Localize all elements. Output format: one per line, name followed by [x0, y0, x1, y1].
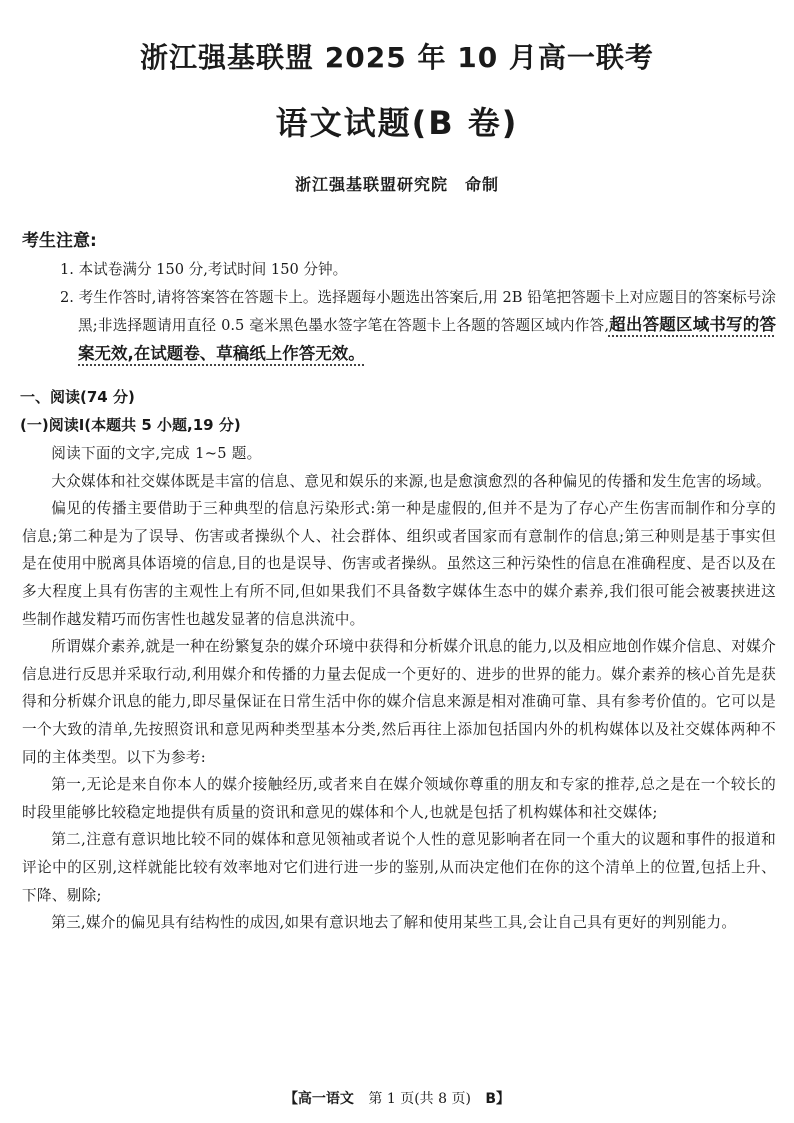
issuer-line: 浙江强基联盟研究院 命制 — [294, 175, 499, 194]
notice-item-1: 1. 本试卷满分 150 分,考试时间 150 分钟。 — [60, 261, 348, 278]
page-footer — [0, 1088, 794, 1108]
footer-right: B】 — [485, 1091, 511, 1107]
paragraph: 大众媒体和社交媒体既是丰富的信息、意见和娱乐的来源,也是愈演愈烈的各种偏见的传播和发生危害的场域。 — [51, 472, 772, 490]
exam-title: 浙江强基联盟 2025 年 10 月高一联考 — [140, 41, 654, 74]
instruction: 阅读下面的文字,完成 1~5 题。 — [51, 445, 262, 462]
paragraph: 第三,媒介的偏见具有结构性的成因,如果有意识地去了解和使用某些工具,会让自己具有更好的判别能力。 — [51, 914, 737, 932]
footer-left: 【高一语文 — [283, 1091, 354, 1107]
notice-list — [58, 256, 776, 368]
section-heading: 一、阅读(74 分) — [20, 388, 135, 406]
notice-item-2 — [58, 284, 776, 369]
subsection-heading: (一)阅读Ⅰ(本题共 5 小题,19 分) — [20, 416, 241, 434]
exam-subtitle: 语文试题(B 卷) — [275, 104, 519, 142]
paragraph: 第一,无论是来自你本人的媒介接触经历,或者来自在媒介领域你尊重的朋友和专家的推荐,总之是在一个较长的时段里能够比较稳定地提供有质量的资讯和意见的媒体和个人,也就是包括了机构媒体和社交媒体; — [22, 776, 776, 821]
paragraph: 偏见的传播主要借助于三种典型的信息污染形式:第一种是虚假的,但并不是为了存心产生伤害而制作和分享的信息;第二种是为了误导、伤害或者操纵个人、社会群体、组织或者国家而有意制作的信息;第三种则是基于事实但是在使用中脱离具体语境的信息,目的也是误导、伤害或者操纵。虽然这三种污染性的信息在准确程度、是否以及在多大程度上具有伤害的主观性上有所不同,但如果我们不具备数字媒体生态中的媒介素养,我们很可能会被裹挟进这些制作越发精巧而伤害性也越发显著的信息洪流中。 — [22, 500, 776, 628]
footer-middle: 第 1 页(共 8 页) — [368, 1091, 471, 1107]
notice-item-2-text: 2. 考生作答时,请将答案答在答题卡上。选择题每小题选出答案后,用 2B 铅笔把答题卡上对应题目的答案标号涂黑;非选择题请用直径 0.5 毫米黑色墨水签字笔在答题卡上各题的答题区域内作答, — [60, 288, 776, 334]
paragraph: 所谓媒介素养,就是一种在纷繁复杂的媒介环境中获得和分析媒介讯息的能力,以及相应地创作媒介信息、对媒介信息进行反思并采取行动,利用媒介和传播的力量去促成一个更好的、进步的世界的能力。媒介素养的核心首先是获得和分析媒介讯息的能力,即尽量保证在日常生活中你的媒介信息来源是相对准确可靠、具有参考价值的。它可以是一个大致的清单,先按照资讯和意见两种类型基本分类,然后再往上添加包括国内外的机构媒体以及社交媒体两种不同的主体类型。以下为参考: — [22, 638, 776, 766]
reading-passage — [22, 440, 776, 937]
notice-item-2-emphasis: 超出答题区域书写的答案无效,在试题卷、草稿纸上作答无效。 — [78, 315, 777, 363]
notice-heading: 考生注意: — [22, 231, 97, 251]
paragraph: 第二,注意有意识地比较不同的媒体和意见领袖或者说个人性的意见影响者在同一个重大的议题和事件的报道和评论中的区别,这样就能比较有效率地对它们进行进一步的鉴别,从而决定他们在你的这个清单上的位置,包括上升、下降、剔除; — [22, 831, 776, 904]
